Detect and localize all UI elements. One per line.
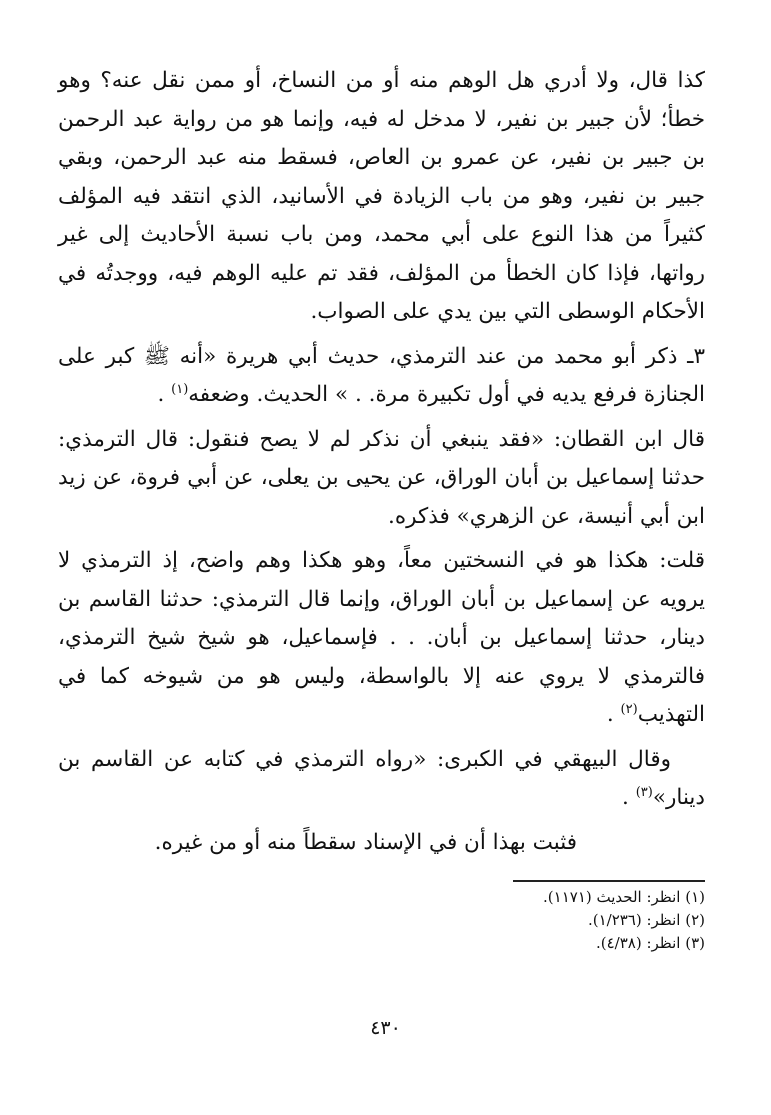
paragraph-bayhaqi-end: .	[622, 785, 636, 810]
paragraph-qultu	[58, 542, 705, 735]
footnotes	[505, 880, 705, 955]
footnote-ref-1: (١)	[171, 381, 189, 397]
footnote-separator	[513, 880, 705, 882]
footnote-ref-3: (٣)	[635, 784, 653, 800]
footnote-3: (٣) انظر: (٤/٣٨).	[596, 934, 705, 952]
paragraph-item-3	[58, 338, 705, 415]
paragraph-bayhaqi-text: وقال البيهقي في الكبرى: «رواه الترمذي في كتابه عن القاسم بن دينار»	[58, 746, 705, 810]
footnote-1: (١) انظر: الحديث (١١٧١).	[543, 888, 705, 906]
page-number: ٤٣٠	[370, 1017, 401, 1039]
paragraph-item-3-text: ٣ـ ذكر أبو محمد من عند الترمذي، حديث أبي هريرة «أنه ﷺ كبر على الجنازة فرفع يديه في أول تكبيرة مرة. . » الحديث. وضعفه	[58, 343, 705, 407]
paragraph-intro: كذا قال، ولا أدري هل الوهم منه أو من النساخ، أو ممن نقل عنه؟ وهو خطأ؛ لأن جبير بن نفير، لا مدخل له فيه، وإنما هو من رواية عبد الرحمن بن جبير بن نفير، عن عمرو بن العاص، فسقط منه عبد الرحمن، وبقي جبير بن نفير، وهو من باب الزيادة في الأسانيد، الذي انتقد فيه المؤلف كثيراً من هذا النوع على أبي محمد، ومن باب نسبة الأحاديث إلى غير رواتها، فإذا كان الخطأ من المؤلف، فقد تم عليه الوهم فيه، ووجدتُه في الأحكام الوسطى التي بين يدي على الصواب.	[58, 68, 705, 324]
paragraph-bayhaqi	[58, 741, 705, 818]
paragraph-ibn-alqattan: قال ابن القطان: «فقد ينبغي أن نذكر لم لا يصح فنقول: قال الترمذي: حدثنا إسماعيل بن أبان الوراق، عن يحيى بن يعلى، عن أبي فروة، عن زيد ابن أبي أنيسة، عن الزهري» فذكره.	[58, 426, 705, 529]
footnote-2: (٢) انظر: (١/٢٣٦).	[587, 911, 705, 929]
footnote-ref-2: (٢)	[620, 701, 638, 717]
paragraph-qultu-text: قلت: هكذا هو في النسختين معاً، وهو هكذا وهم واضح، إذ الترمذي لا يرويه عن إسماعيل بن أبان الوراق، وإنما قال الترمذي: حدثنا القاسم بن دينار، حدثنا إسماعيل بن أبان. . . فإسماعيل، هو شيخ شيخ الترمذي، فالترمذي لا يروي عنه إلا بالواسطة، وليس هو من شيوخه كما في التهذيب	[58, 548, 705, 727]
paragraph-conclusion: فثبت بهذا أن في الإسناد سقطاً منه أو من غيره.	[154, 829, 577, 855]
paragraph-item-3-end: .	[157, 382, 172, 407]
paragraph-qultu-end: .	[606, 702, 621, 727]
